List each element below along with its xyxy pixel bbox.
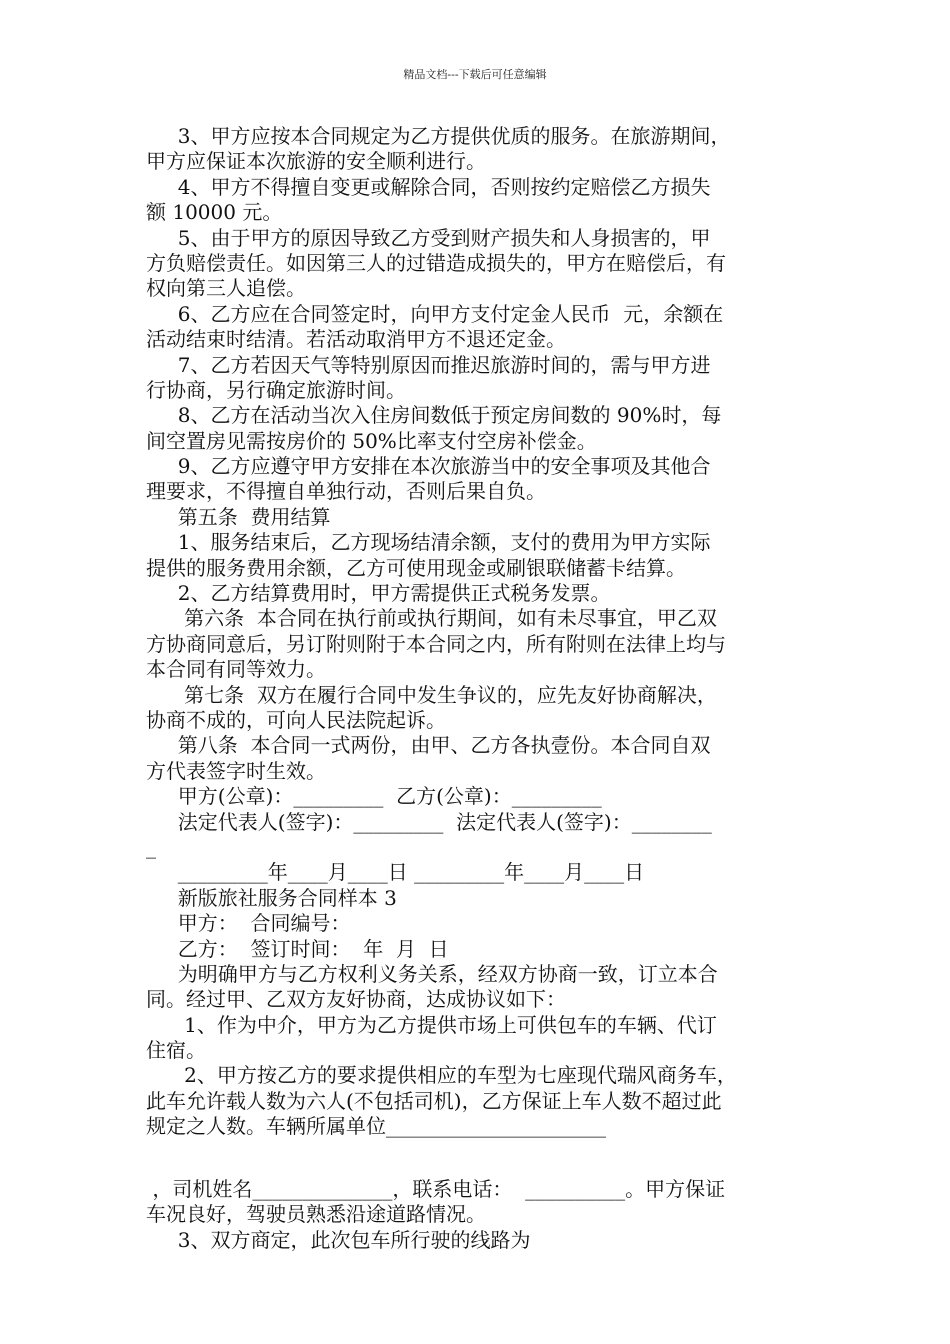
text-line: 车况良好，驾驶员熟悉沿途道路情况。 <box>146 1202 486 1227</box>
section-heading: 第五条 费用结算 <box>146 504 331 529</box>
text-line: 间空置房见需按房价的 50%比率支付空房补偿金。 <box>146 428 597 453</box>
signature-line: 甲方(公章)：_________ 乙方(公章)：_________ <box>146 784 602 809</box>
text-line: 规定之人数。车辆所属单位______________________ <box>146 1114 606 1139</box>
date-line: _________年____月____日 _________年____月____日 <box>146 860 645 885</box>
text-line: 理要求，不得擅自单独行动，否则后果自负。 <box>146 479 546 504</box>
text-line: 第六条 本合同在执行前或执行期间，如有未尽事宜，甲乙双 <box>146 606 717 631</box>
text-line: 第八条 本合同一式两份，由甲、乙方各执壹份。本合同自双 <box>146 733 711 758</box>
page-header: 精品文档---下载后可任意编辑 <box>403 68 547 81</box>
text-line: 7、乙方若因天气等特别原因而推迟旅游时间的，需与甲方进 <box>146 352 711 377</box>
text-line: 1、作为中介，甲方为乙方提供市场上可供包车的车辆、代订 <box>146 1012 717 1037</box>
text-line: 1、服务结束后，乙方现场结清余额，支付的费用为甲方实际 <box>146 530 711 555</box>
blank-spacer <box>146 1165 810 1177</box>
text-line: 本合同有同等效力。 <box>146 657 326 682</box>
text-line: 住宿。 <box>146 1038 206 1063</box>
text-line: 5、由于甲方的原因导致乙方受到财产损失和人身损害的，甲 <box>146 225 711 250</box>
text-line: 9、乙方应遵守甲方安排在本次旅游当中的安全事项及其他合 <box>146 454 711 479</box>
text-line: 协商不成的，可向人民法院起诉。 <box>146 707 446 732</box>
text-line: 甲方应保证本次旅游的安全顺利进行。 <box>146 149 486 174</box>
text-line: 此车允许载人数为六人(不包括司机)，乙方保证上车人数不超过此 <box>146 1088 722 1113</box>
text-line: 4、甲方不得擅自变更或解除合同，否则按约定赔偿乙方损失 <box>146 174 711 199</box>
text-line: 方协商同意后，另订附则附于本合同之内，所有附则在法律上均与 <box>146 631 726 656</box>
text-line: 方代表签字时生效。 <box>146 758 326 783</box>
text-line: 方负赔偿责任。如因第三人的过错造成损失的，甲方在赔偿后，有 <box>146 250 726 275</box>
contract-body <box>146 124 810 1253</box>
text-line: 活动结束时结清。若活动取消甲方不退还定金。 <box>146 327 566 352</box>
text-line: 权向第三人追偿。 <box>146 276 306 301</box>
text-line: 同。经过甲、乙双方友好协商，达成协议如下： <box>146 987 566 1012</box>
text-line: 6、乙方应在合同签定时，向甲方支付定金人民币 元，余额在 <box>146 301 724 326</box>
text-line: 2、甲方按乙方的要求提供相应的车型为七座现代瑞风商务车， <box>146 1063 737 1088</box>
text-line: 3、甲方应按本合同规定为乙方提供优质的服务。在旅游期间， <box>146 124 731 148</box>
text-line: 额 10000 元。 <box>146 200 283 225</box>
signature-line: 法定代表人(签字)：_________ 法定代表人(签字)：________ <box>146 809 712 834</box>
text-line: _ <box>146 834 156 859</box>
text-line: 8、乙方在活动当次入住房间数低于预定房间数的 90%时，每 <box>146 403 722 428</box>
text-line: 行协商，另行确定旅游时间。 <box>146 377 406 402</box>
text-line: 2、乙方结算费用时，甲方需提供正式税务发票。 <box>146 581 611 606</box>
blank-line <box>146 1140 810 1165</box>
text-line: 第七条 双方在履行合同中发生争议的，应先友好协商解决， <box>146 682 717 707</box>
text-line: 提供的服务费用余额，乙方可使用现金或刷银联储蓄卡结算。 <box>146 555 686 580</box>
document-title: 新版旅社服务合同样本 3 <box>146 885 397 910</box>
text-line: ，司机姓名______________，联系电话： __________。甲方保证 <box>146 1177 726 1202</box>
text-line: 3、双方商定，此次包车所行驶的线路为 <box>146 1227 531 1252</box>
party-a-line: 甲方： 合同编号： <box>146 911 351 936</box>
text-line: 为明确甲方与乙方权利义务关系，经双方协商一致，订立本合 <box>146 961 718 986</box>
party-b-line: 乙方： 签订时间： 年 月 日 <box>146 936 449 961</box>
